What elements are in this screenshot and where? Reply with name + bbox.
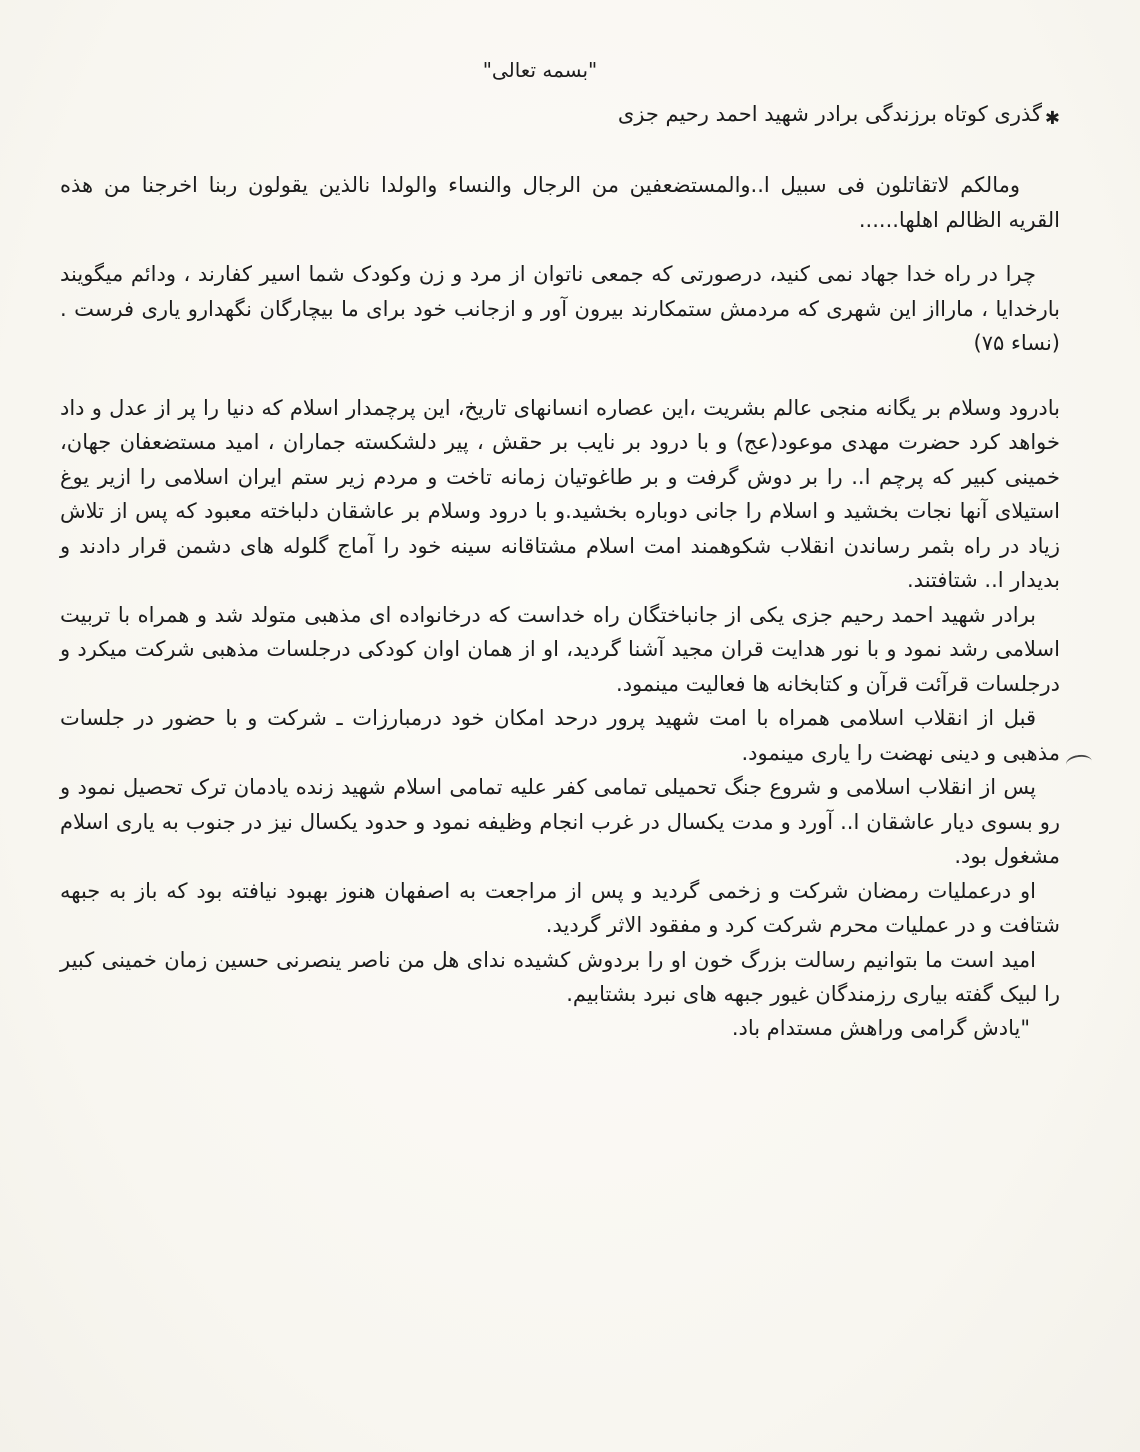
document-heading: "بسمه تعالی"	[482, 58, 598, 82]
hope-paragraph: امید است ما بتوانیم رسالت بزرگ خون او را بردوش کشیده ندای هل من ناصر ینصرنی حسین زمان خمینی کبیر را لبیک گفته بیاری رزمندگان غیور جبهه های نبرد بشتابیم.	[60, 947, 1060, 1006]
document-body	[60, 58, 1060, 1040]
war-service-paragraph: پس از انقلاب اسلامی و شروع جنگ تحمیلی تمامی کفر علیه تمامی اسلام شهید زنده یادمان ترک تحصیل نمود و رو بسوی دیار عاشقان ا.. آورد و مدت یکسال در غرب انجام وظیفه نمود و حدود یکسال نیز در جنوب به یاری اسلام مشغول بود.	[60, 775, 1060, 868]
salutation-paragraph: بادرود وسلام بر یگانه منجی عالم بشریت ،این عصاره انسانهای تاریخ، این پرچمدار اسلام که دنیا را پر از عدل و داد خواهد کرد حضرت مهدی موعود(عج) و با درود بر نایب بر حقش ، پیر دلشکسته جماران ، امید مستضعفان جهان، خمینی کبیر که پرچم ا.. را بر دوش گرفت و بر طاغوتیان زمانه تاخت و مردم زیر ستم ایران اسلامی را ازیر یوغ استیلای آنها نجات بخشید و اسلام را جانی دوباره بخشید.و با درود وسلام بر عاشقان دلباخته معبود که پس از تلاش زیاد در راه بثمر رساندن انقلاب شکوهمند امت اسلام مشتاقانه سینه خود را آماج گلوله های دشمن قرار دادند و بدیدار ا.. شتافتند.	[60, 395, 1060, 592]
asterisk-icon: ✱	[1044, 108, 1062, 129]
pre-revolution-paragraph: قبل از انقلاب اسلامی همراه با امت شهید پرور درحد امکان خود درمبارزات ـ شرکت و با حضور در جلسات مذهبی و دینی نهضت را یاری مینمود.	[60, 706, 1060, 765]
closing-line: "یادش گرامی وراهش مستدام باد.	[731, 1015, 1030, 1040]
quran-verse-translation: چرا در راه خدا جهاد نمی کنید، درصورتی که جمعی ناتوان از مرد و زن وکودک شما اسیر کفارند ، ودائم میگویند بارخدایا ، مارااز این شهری که مردمش ستمکارند بیرون آور و ازجانب خود برای ما بیچارگان نگهدارو یاری فرست . (نساء ۷۵)	[60, 262, 1060, 355]
handwritten-mark	[1065, 753, 1093, 772]
operations-paragraph: او درعملیات رمضان شرکت و زخمی گردید و پس از مراجعت به اصفهان هنوز بهبود نیافته بود که باز به جبهه شتافت و در عملیات محرم شرکت کرد و مفقود الاثر گردید.	[60, 878, 1060, 937]
subject-text: گذری کوتاه برزندگی برادر شهید احمد رحیم جزی	[617, 102, 1042, 126]
biography-paragraph: برادر شهید احمد رحیم جزی یکی از جانباختگان راه خداست که درخانواده ای مذهبی متولد شد و همراه با تربیت اسلامی رشد نمود و با نور هدایت قران مجید آشنا گردید، او از همان اوان کودکی درجلسات مذهبی شرکت میکرد و درجلسات قرآئت قرآن و کتابخانه ها فعالیت مینمود.	[60, 602, 1060, 696]
document-subject	[60, 102, 1062, 129]
quran-verse-arabic: ومالکم لاتقاتلون فی سبیل ا..والمستضعفین من الرجال والنساء والولدا نالذین یقولون ربنا اخرجنا من هذه القریه الظالم اهلها......	[60, 173, 1060, 232]
